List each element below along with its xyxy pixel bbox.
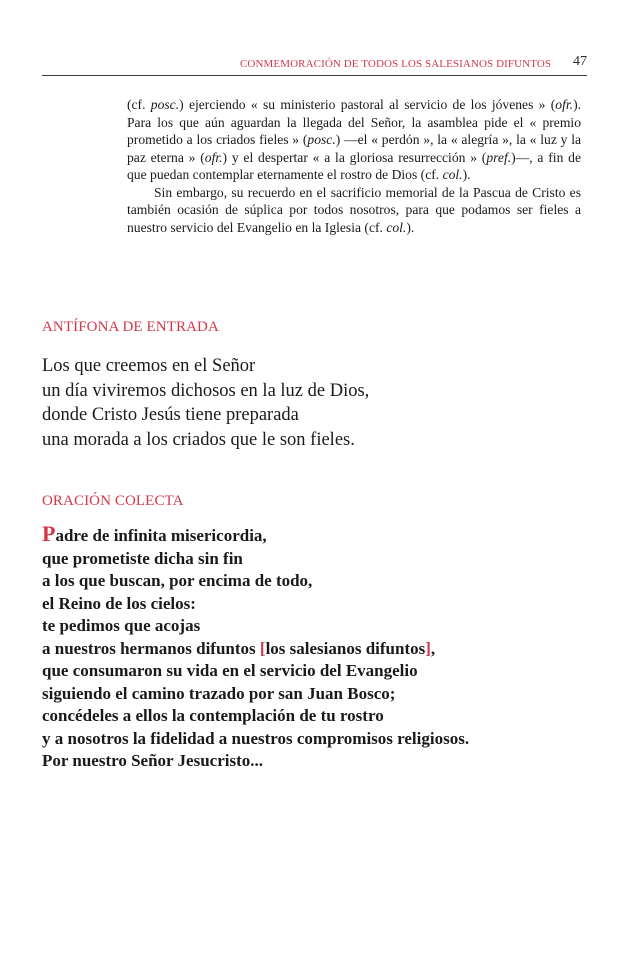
running-title: CONMEMORACIÓN DE TODOS LOS SALESIANOS DIFUNTOS bbox=[240, 58, 552, 70]
colecta-line: el Reino de los cielos: bbox=[42, 593, 196, 613]
colecta-line: a nuestros hermanos difuntos [los salesianos difuntos], bbox=[42, 638, 436, 658]
antifona-heading: ANTÍFONA DE ENTRADA bbox=[42, 319, 219, 335]
antifona-text bbox=[42, 354, 582, 452]
colecta-line: Por nuestro Señor Jesucristo... bbox=[42, 751, 263, 770]
antifona-line: Los que creemos en el Señor bbox=[42, 356, 256, 376]
running-header bbox=[42, 53, 587, 76]
colecta-text bbox=[42, 523, 592, 773]
colecta-line: Padre de infinita misericordia, bbox=[42, 521, 267, 546]
colecta-line: y a nosotros la fidelidad a nuestros compromisos religiosos. bbox=[42, 728, 470, 748]
colecta-line: te pedimos que acojas bbox=[42, 616, 201, 635]
colecta-line: siguiendo el camino trazado por san Juan Bosco; bbox=[42, 683, 396, 703]
antifona-line: un día viviremos dichosos en la luz de Dios, bbox=[42, 380, 370, 401]
initial-letter: P bbox=[42, 521, 56, 546]
colecta-line: que prometiste dicha sin fin bbox=[42, 548, 243, 568]
page-number: 47 bbox=[573, 54, 587, 69]
intro-paragraph-2: Sin embargo, su recuerdo en el sacrificio memorial de la Pascua de Cristo es también ocasión de súplica por todos nosotros, para que podamos ser fieles a nuestro servicio del Evangelio en la Iglesia (cf. col.). bbox=[127, 184, 581, 235]
colecta-line: concédeles a ellos la contemplación de tu rostro bbox=[42, 706, 384, 725]
optional-text: los salesianos difuntos bbox=[265, 638, 426, 658]
colecta-line: que consumaron su vida en el servicio del Evangelio bbox=[42, 661, 418, 680]
colecta-line: a los que buscan, por encima de todo, bbox=[42, 571, 313, 590]
antifona-line: una morada a los criados que le son fieles. bbox=[42, 429, 355, 450]
antifona-line: donde Cristo Jesús tiene preparada bbox=[42, 405, 299, 425]
colecta-heading: ORACIÓN COLECTA bbox=[42, 493, 184, 509]
bracket-close: ] bbox=[425, 638, 431, 658]
intro-text bbox=[127, 96, 581, 236]
intro-paragraph-1: (cf. posc.) ejerciendo « su ministerio pastoral al servicio de los jóvenes » (ofr.). Para los que aún aguardan la llegada del Señor, la asamblea pide el « premio prometido a los criados fieles » (posc.) —el « perdón », la « alegría », la « luz y la paz eterna » (ofr.) y el despertar « a la gloriosa resurrección » (pref.)—, a fin de que puedan contemplar eternamente el rostro de Dios (cf. col.). bbox=[127, 97, 581, 182]
bracket-open: [ bbox=[259, 638, 266, 658]
